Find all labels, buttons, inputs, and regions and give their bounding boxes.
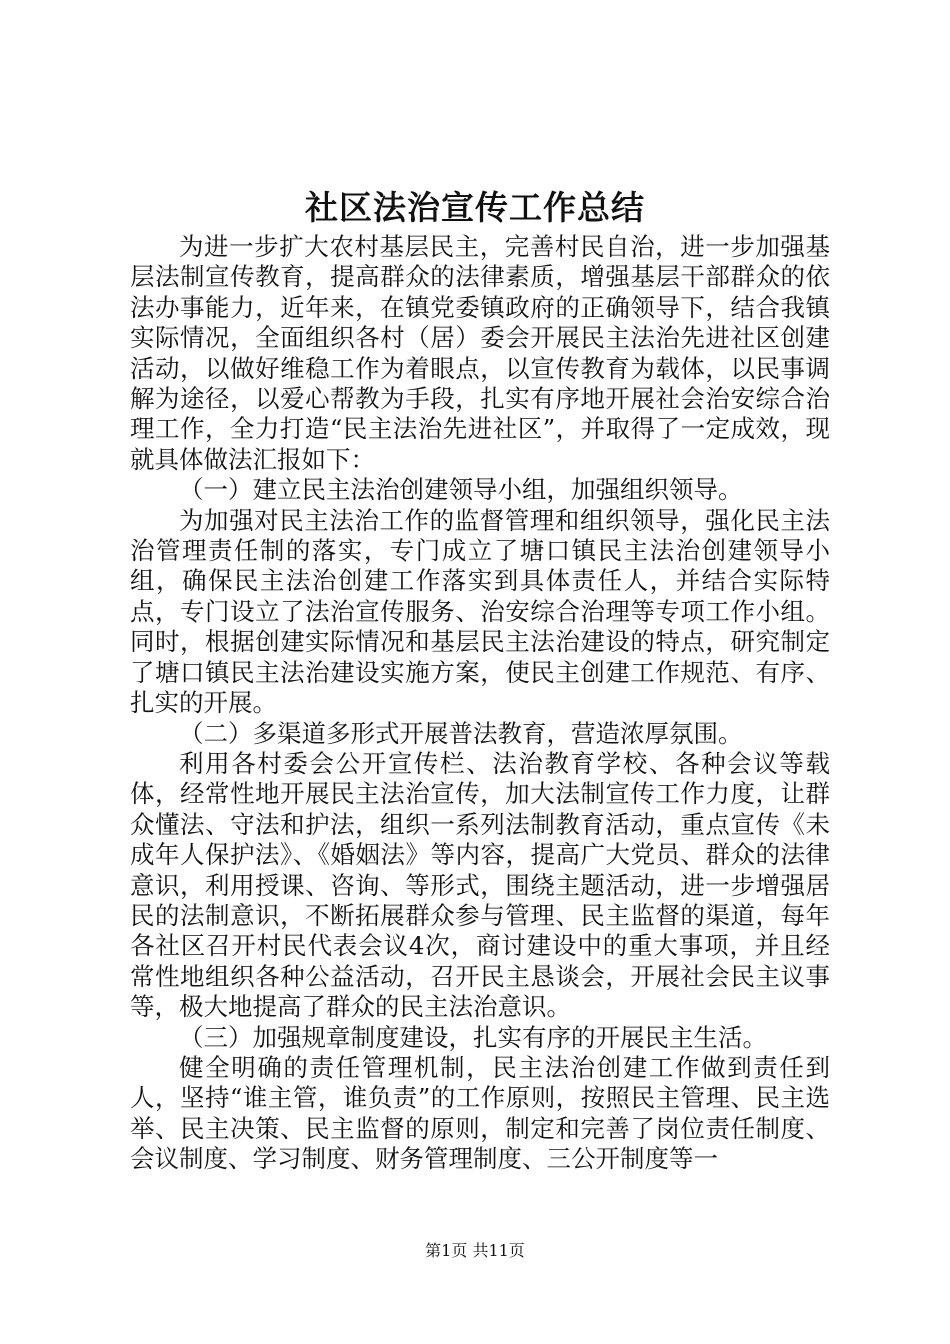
section-heading-2: （二）多渠道多形式开展普法教育，营造浓厚氛围。 <box>179 718 743 748</box>
section-paragraph-1: 为加强对民主法治工作的监督管理和组织领导，强化民主法治管理责任制的落实，专门成立了塘口镇民主法治创建领导小组，确保民主法治创建工作落实到具体责任人，并结合实际特点，专门设立了法治宣传服务、治安综合治理等专项工作小组。同时，根据创建实际情况和基层民主法治建设的特点，研究制定了塘口镇民主法治建设实施方案，使民主创建工作规范、有序、扎实的开展。 <box>130 505 830 718</box>
page-footer: 第1页 共11页 <box>425 1241 525 1260</box>
document-body <box>130 232 830 1175</box>
intro-paragraph: 为进一步扩大农村基层民主，完善村民自治，进一步加强基层法制宣传教育，提高群众的法律素质，增强基层干部群众的依法办事能力，近年来，在镇党委镇政府的正确领导下，结合我镇实际情况，全面组织各村（居）委会开展民主法治先进社区创建活动，以做好维稳工作为着眼点，以宣传教育为载体，以民事调解为途径，以爱心帮教为手段，扎实有序地开展社会治安综合治理工作，全力打造“民主法治先进社区”，并取得了一定成效，现就具体做法汇报如下： <box>130 232 830 474</box>
section-heading-1: （一）建立民主法治创建领导小组，加强组织领导。 <box>179 475 743 505</box>
section-paragraph-3: 健全明确的责任管理机制，民主法治创建工作做到责任到人，坚持“谁主管，谁负责”的工作原则，按照民主管理、民主选举、民主决策、民主监督的原则，制定和完善了岗位责任制度、会议制度、学习制度、财务管理制度、三公开制度等一 <box>130 1052 830 1174</box>
section-paragraph-2: 利用各村委会公开宣传栏、法治教育学校、各种会议等载体，经常性地开展民主法治宣传，加大法制宣传工作力度，让群众懂法、守法和护法，组织一系列法制教育活动，重点宣传《未成年人保护法》、《婚姻法》等内容，提高广大党员、群众的法律意识，利用授课、咨询、等形式，围绕主题活动，进一步增强居民的法制意识，不断拓展群众参与管理、民主监督的渠道，每年各社区召开村民代表会议4次，商讨建设中的重大事项，并且经常性地组织各种公益活动，召开民主恳谈会，开展社会民主议事等，极大地提高了群众的民主法治意识。 <box>130 748 830 1022</box>
section-heading-3: （三）加强规章制度建设，扎实有序的开展民主生活。 <box>179 1022 767 1052</box>
document-title: 社区法治宣传工作总结 <box>305 188 645 227</box>
